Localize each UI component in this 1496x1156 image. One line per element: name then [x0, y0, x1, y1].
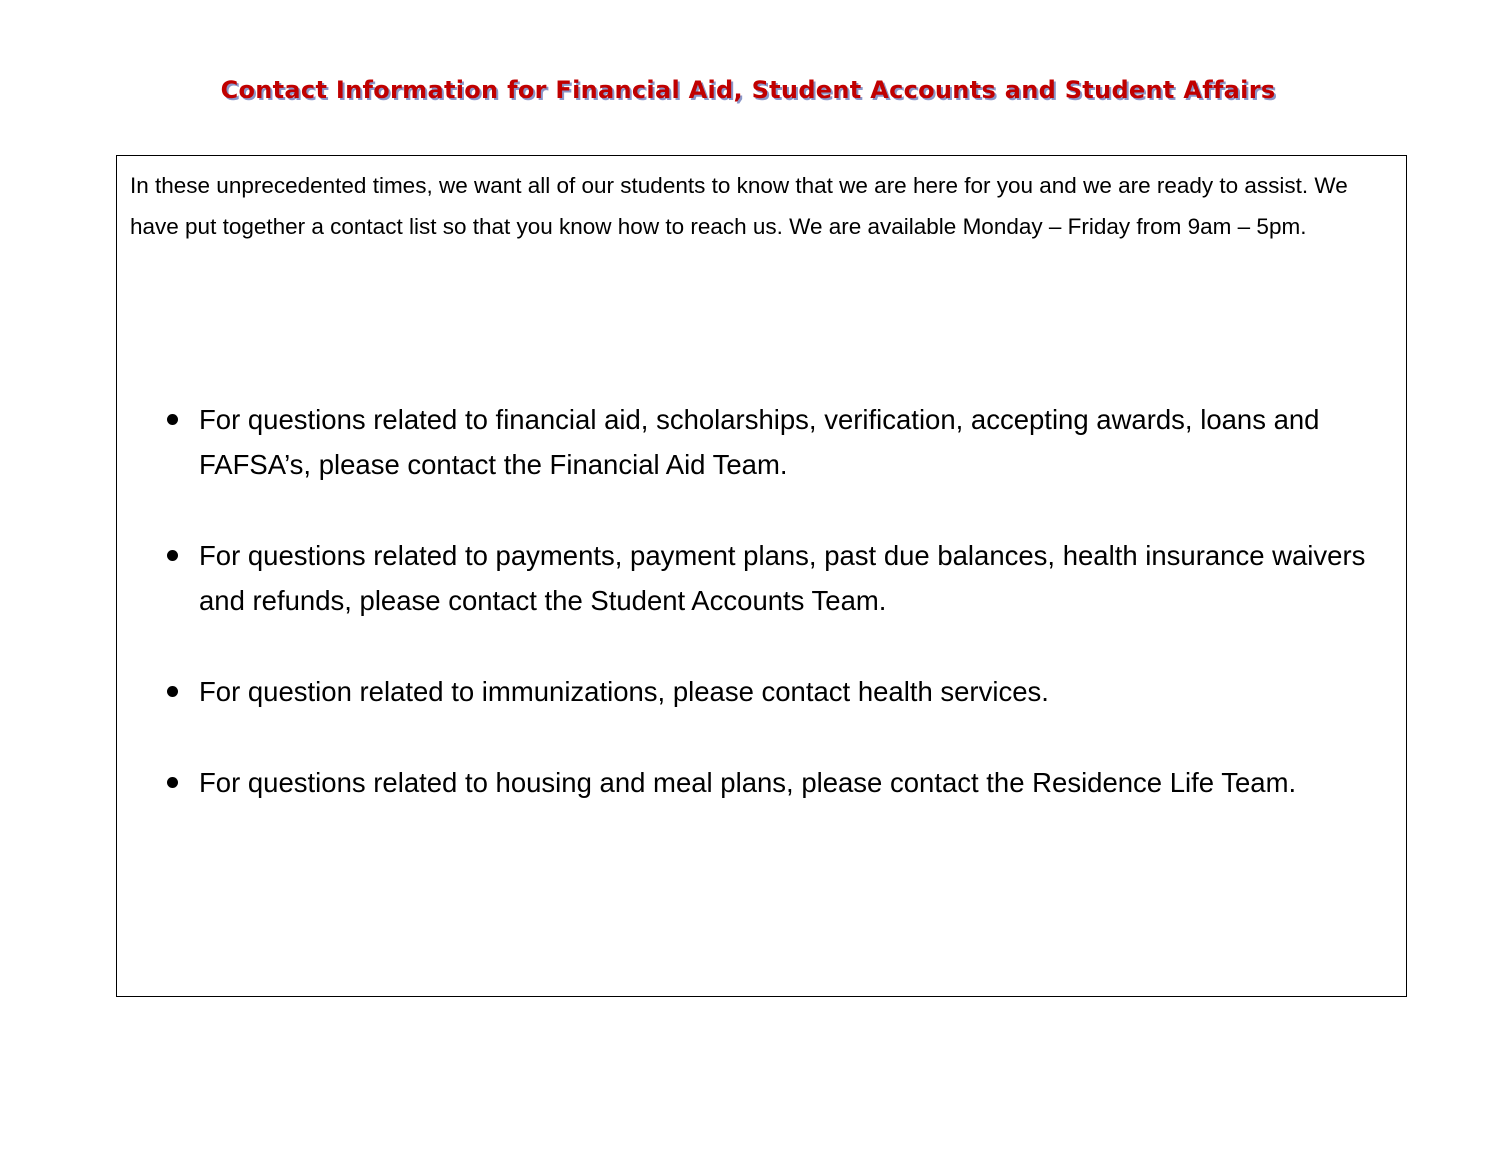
- intro-paragraph: In these unprecedented times, we want all of our students to know that we are here for you and we are ready to assist. We have put together a contact list so that you know how to reach us. We are available Monday – Friday from 9am – 5pm.: [130, 173, 1348, 239]
- bullet-icon: [167, 414, 178, 425]
- contact-bullet-list: [161, 397, 1371, 851]
- bullet-icon: [167, 777, 178, 788]
- contact-info-box: [116, 155, 1407, 997]
- bullet-icon: [167, 686, 178, 697]
- page-title: Contact Information for Financial Aid, Student Accounts and Student Affairs: [220, 76, 1276, 104]
- bullet-text: For questions related to payments, payment plans, past due balances, health insurance waivers and refunds, please contact the Student Accounts Team.: [199, 540, 1366, 616]
- bullet-icon: [167, 550, 178, 561]
- bullet-health-services: [161, 669, 1371, 714]
- bullet-text: For questions related to housing and meal plans, please contact the Residence Life Team.: [199, 767, 1297, 798]
- bullet-text: For questions related to financial aid, scholarships, verification, accepting awards, loans and FAFSA’s, please contact the Financial Aid Team.: [199, 404, 1320, 480]
- bullet-text: For question related to immunizations, please contact health services.: [199, 676, 1049, 707]
- bullet-student-accounts: [161, 533, 1371, 623]
- bullet-financial-aid: [161, 397, 1371, 487]
- bullet-residence-life: [161, 760, 1371, 805]
